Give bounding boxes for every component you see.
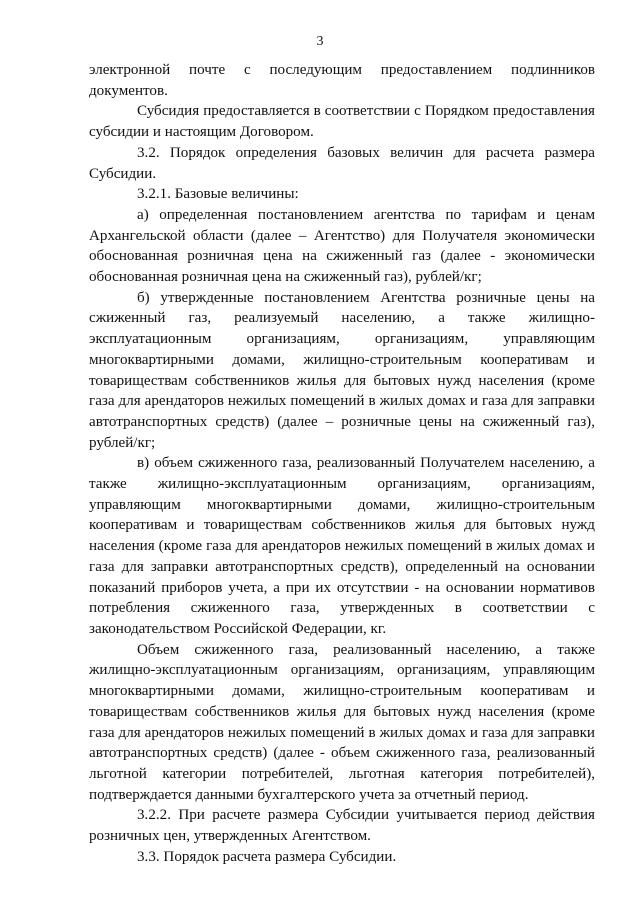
section-3-3-heading: 3.3. Порядок расчета размера Субсидии. [137, 848, 397, 865]
page-number: 3 [316, 34, 324, 49]
paragraph-gas-volume: Объем сжиженного газа, реализованный населению, а также жилищно-эксплуатационным организациям, организациям, управляющим многоквартирными домами, жилищно-строительным кооперативам и товариществам собственников жилья для бытовых нужд населения (кроме газа для арендаторов нежилых помещений в жилых домах и газа для заправки автотранспортных средств) (далее - объем сжиженного газа, реализованный льготной категории потребителей, льготная категория потребителей), подтверждается данными бухгалтерского учета за отчетный период. [89, 641, 595, 803]
list-item-b: б) утвержденные постановлением Агентства розничные цены на сжиженный газ, реализуемый населению, а также жилищно-эксплуатационным организациям, организациям, управляющим многоквартирными домами, жилищно-строительным кооперативам и товариществам собственников жилья для бытовых нужд населения (кроме газа для арендаторов нежилых помещений в жилых домах и газа для заправки автотранспортных средств) (далее – розничные цены на сжиженный газ), рублей/кг; [89, 289, 595, 451]
list-item-v: в) объем сжиженного газа, реализованный Получателем населению, а также жилищно-эксплуатационным организациям, организациям, управляющим многоквартирными домами, жилищно-строительным кооперативам и товариществам собственников жилья для бытовых нужд населения (кроме газа для арендаторов нежилых помещений в жилых домах и газа для заправки автотранспортных средств), определенный на основании показаний приборов учета, а при их отсутствии - на основании нормативов потребления сжиженного газа, утвержденных в соответствии с законодательством Российской Федерации, кг. [89, 455, 595, 637]
section-3-2-heading: 3.2. Порядок определения базовых величин для расчета размера Субсидии. [89, 144, 595, 182]
paragraph-subsidy-basis: Субсидия предоставляется в соответствии с Порядком предоставления субсидии и настоящим Договором. [89, 103, 595, 141]
paragraph-continuation: электронной почте с последующим предоставлением подлинников документов. [89, 62, 595, 99]
list-item-a: а) определенная постановлением агентства по тарифам и ценам Архангельской области (далее – Агентство) для Получателя экономически обоснованная розничная цена на сжиженный газ (далее - экономически обоснованная розничная цена на сжиженный газ), рублей/кг; [89, 206, 595, 286]
section-3-2-1-heading: 3.2.1. Базовые величины: [137, 186, 299, 203]
document-body [89, 60, 595, 867]
section-3-2-2: 3.2.2. При расчете размера Субсидии учитывается период действия розничных цен, утвержденных Агентством. [89, 807, 595, 845]
